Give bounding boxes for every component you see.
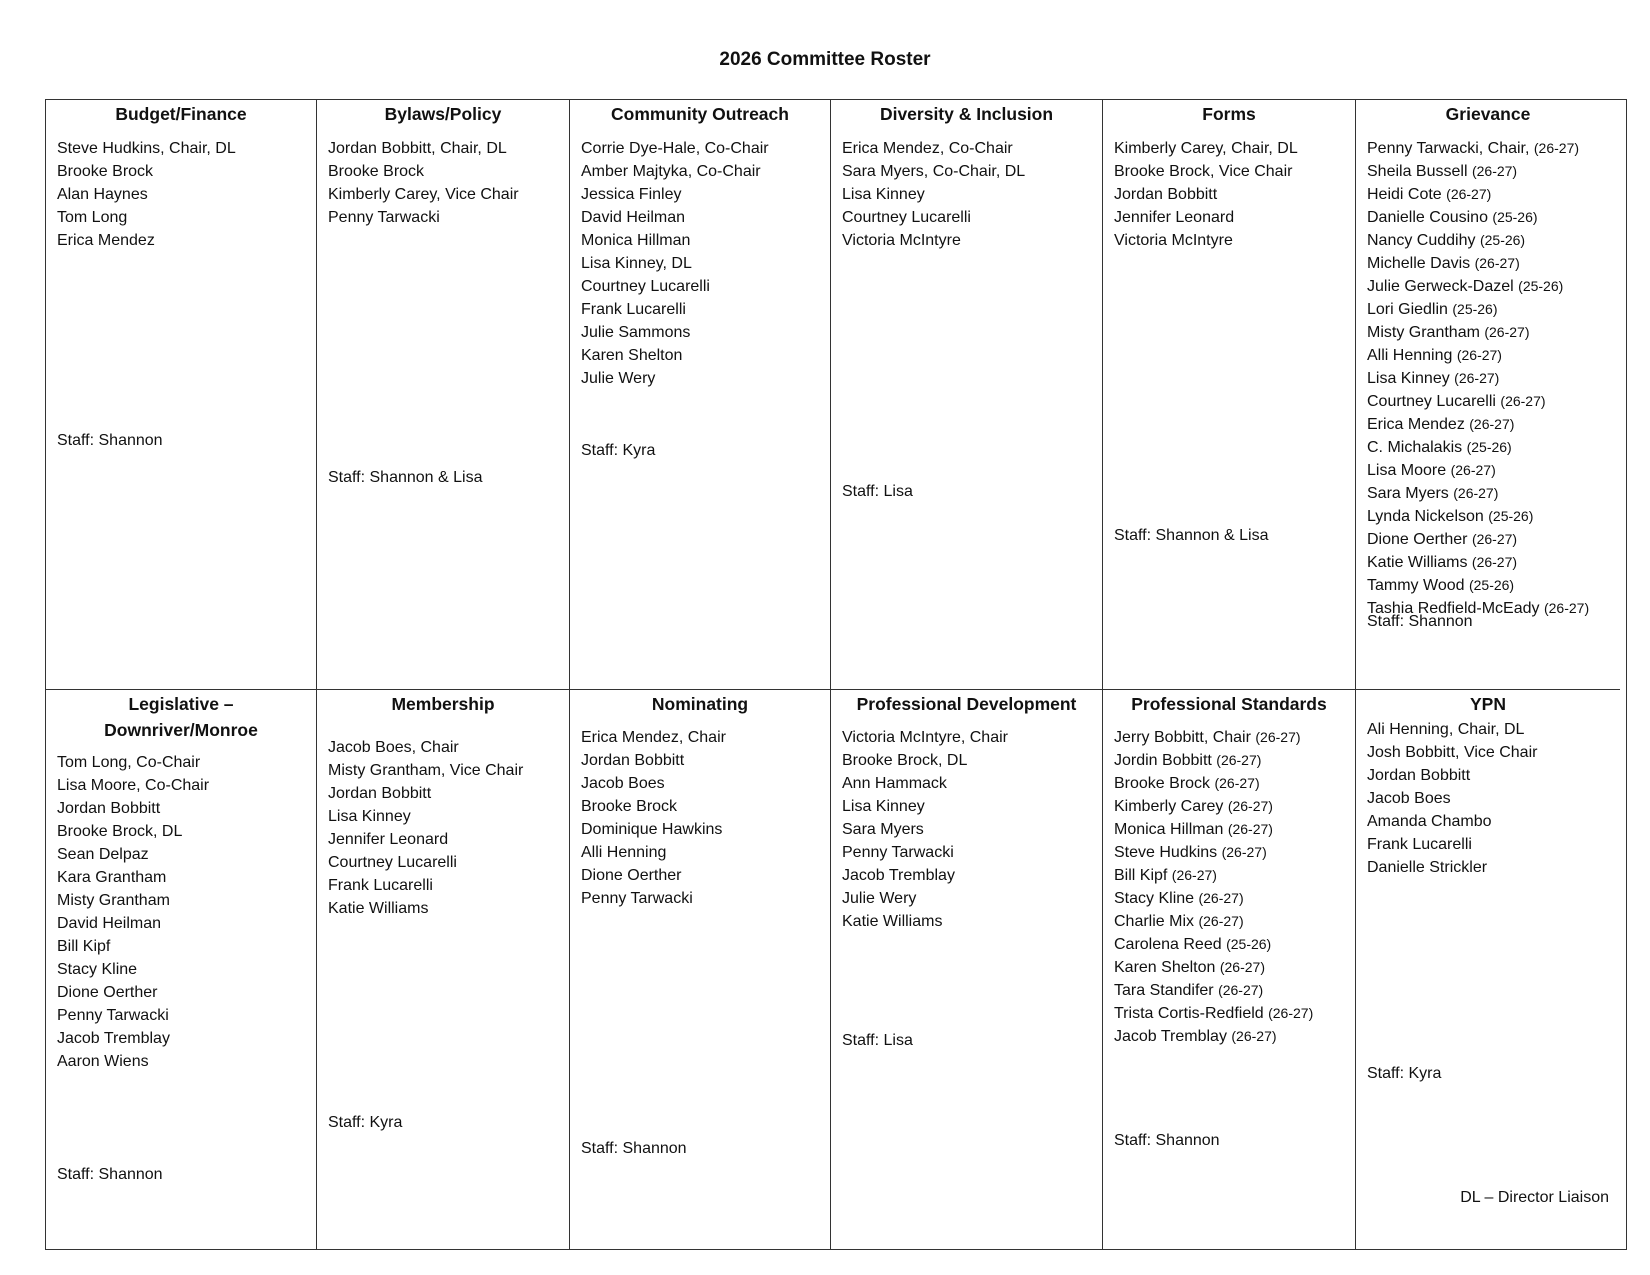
committee-cell [570,100,831,690]
member-term: (26-27) [1216,752,1262,768]
member-term: (26-27) [1484,324,1530,340]
member-name: Erica Mendez, Chair [581,729,726,746]
member-name: Courtney Lucarelli [328,854,457,871]
committee-name: Nominating [651,694,749,714]
member-name: Erica Mendez [57,232,155,249]
member-name [1114,795,1351,818]
member-name-text: Trista Cortis-Redfield [1114,1005,1269,1022]
staff-contact: Staff: Kyra [328,1114,403,1131]
member-name: Jennifer Leonard [1114,209,1235,226]
member-name-text: Brooke Brock [1114,775,1215,792]
page-title: 2026 Committee Roster [719,49,931,70]
member-name-text: Tara Standifer [1114,982,1219,999]
member-name-text: Carolena Reed [1114,936,1227,953]
member-name: Erica Mendez, Co-Chair [842,140,1013,157]
member-name: Sara Myers, Co-Chair, DL [842,163,1026,180]
member-name-text: Kimberly Carey [1114,798,1228,815]
member-list [842,726,1098,933]
member-name-text: Charlie Mix [1114,913,1199,930]
member-name-text: Courtney Lucarelli [1367,393,1501,410]
member-name-text: Monica Hillman [1114,821,1228,838]
member-name: Julie Wery [842,890,917,907]
member-name: Dione Oerther [581,867,682,884]
member-term: (26-27) [1198,913,1244,929]
member-name-text: Lisa Moore [1367,462,1451,479]
member-list [581,726,826,910]
member-name: Bill Kipf [57,938,111,955]
member-name [1114,887,1351,910]
member-name [1114,1025,1351,1048]
member-name-text: Nancy Cuddihy [1367,232,1480,249]
member-name [1114,910,1351,933]
committee-name: Budget/Finance [115,104,247,124]
member-term: (25-26) [1479,232,1526,248]
member-term: (26-27) [1218,982,1264,998]
staff-contact: Staff: Kyra [581,442,656,459]
staff-contact: Staff: Shannon & Lisa [1114,527,1269,544]
member-name: Kimberly Carey, Vice Chair [328,186,519,203]
member-name [1367,367,1616,390]
member-name: Jessica Finley [581,186,682,203]
member-term: (25-26) [1468,577,1515,593]
member-name: Kimberly Carey, Chair, DL [1114,140,1298,157]
committee-name: Community Outreach [611,104,789,124]
member-name: Penny Tarwacki [57,1007,169,1024]
member-name [1367,482,1616,505]
member-name-text: Penny Tarwacki, Chair, [1367,140,1534,157]
member-name: Victoria McIntyre [842,232,961,249]
member-name [1367,505,1616,528]
member-name: Lisa Moore, Co-Chair [57,777,210,794]
member-name [1367,183,1616,206]
member-name: Frank Lucarelli [581,301,686,318]
member-name: Jordan Bobbitt [1367,767,1471,784]
committee-roster-table [45,99,1627,1250]
member-name: Dione Oerther [57,984,158,1001]
member-name: Julie Sammons [581,324,691,341]
member-name-text: Jerry Bobbitt, Chair [1114,729,1256,746]
committee-name: Grievance [1445,104,1531,124]
member-name-text: C. Michalakis [1367,439,1467,456]
member-name: Jordan Bobbitt [581,752,685,769]
member-name [1114,726,1351,749]
member-name [1114,841,1351,864]
member-name [1114,749,1351,772]
staff-contact: Staff: Shannon [57,1166,163,1183]
member-name: Jordan Bobbitt [57,800,161,817]
member-term: (26-27) [1471,554,1518,570]
member-name [1114,956,1351,979]
member-name [1367,413,1616,436]
member-name [1367,252,1616,275]
member-name: Brooke Brock, DL [57,823,183,840]
member-name [1367,321,1616,344]
member-term: (26-27) [1255,729,1301,745]
member-name: Misty Grantham, Vice Chair [328,762,524,779]
member-name: Jacob Tremblay [842,867,955,884]
member-term: (26-27) [1471,531,1518,547]
member-name: Corrie Dye-Hale, Co-Chair [581,140,769,157]
staff-contact: Staff: Shannon [57,432,163,449]
member-list [57,137,312,252]
member-name: Brooke Brock, DL [842,752,968,769]
member-name: Lisa Kinney, DL [581,255,692,272]
member-name: Jacob Boes [581,775,665,792]
member-name-text: Danielle Cousino [1367,209,1493,226]
member-name-text: Stacy Kline [1114,890,1199,907]
member-list [57,751,312,1073]
member-name-text: Lori Giedlin [1367,301,1453,318]
committee-name-line: Downriver/Monroe [104,720,258,740]
member-name-text: Lynda Nickelson [1367,508,1489,525]
member-term: (25-26) [1492,209,1538,225]
member-name: Brooke Brock, Vice Chair [1114,163,1293,180]
member-name [1367,137,1616,160]
member-name [1367,344,1616,367]
committee-cell [1103,690,1356,1249]
committee-name: YPN [1470,694,1506,714]
member-term: (26-27) [1454,370,1500,386]
committee-name: Professional Development [856,694,1077,714]
member-term: (25-26) [1488,508,1534,524]
member-term: (26-27) [1474,255,1520,271]
committee-name: Forms [1202,104,1256,124]
member-term: (26-27) [1198,890,1244,906]
member-name: Katie Williams [328,900,429,917]
committee-name-line: Legislative – [128,694,234,714]
member-term: (26-27) [1469,416,1515,432]
member-name: Sean Delpaz [57,846,149,863]
member-name: Courtney Lucarelli [581,278,710,295]
member-name [1367,275,1616,298]
committee-cell [317,690,570,1249]
member-name-text: Misty Grantham [1367,324,1485,341]
member-term: (25-26) [1452,301,1498,317]
member-name-text: Lisa Kinney [1367,370,1455,387]
member-name: Tom Long [57,209,128,226]
member-list [1114,137,1351,252]
member-name [1367,390,1616,413]
member-name-text: Erica Mendez [1367,416,1470,433]
member-name [1114,772,1351,795]
staff-contact: Staff: Lisa [842,1032,913,1049]
member-name [1114,818,1351,841]
member-term: (26-27) [1453,485,1499,501]
member-name: Lisa Kinney [842,186,925,203]
member-name-text: Sara Myers [1367,485,1454,502]
member-name: Steve Hudkins, Chair, DL [57,140,236,157]
member-name: Julie Wery [581,370,656,387]
committee-cell [570,690,831,1249]
member-name: Jacob Boes [1367,790,1451,807]
member-term: (26-27) [1219,959,1265,975]
member-name-text: Katie Williams [1367,554,1472,571]
member-name-text: Steve Hudkins [1114,844,1222,861]
member-name: Misty Grantham [57,892,170,909]
member-name [1114,979,1351,1002]
member-name: Lisa Kinney [842,798,925,815]
member-name [1114,933,1351,956]
member-list [581,137,826,390]
committee-cell [831,690,1103,1249]
member-list [328,137,565,229]
legend-note: DL – Director Liaison [1460,1189,1609,1206]
member-term: (26-27) [1221,844,1267,860]
committee-cell [1103,100,1356,690]
committee-cell [831,100,1103,690]
member-list [1114,726,1351,1048]
member-name: Stacy Kline [57,961,138,978]
member-list [1367,718,1616,879]
staff-contact: Staff: Shannon [1367,613,1473,630]
member-name-text: Julie Gerweck-Dazel [1367,278,1519,295]
member-name: Penny Tarwacki [842,844,954,861]
member-name: Brooke Brock [581,798,678,815]
member-term: (25-26) [1518,278,1564,294]
member-term: (26-27) [1214,775,1260,791]
staff-contact: Staff: Shannon & Lisa [328,469,483,486]
member-term: (25-26) [1226,936,1272,952]
member-name-text: Michelle Davis [1367,255,1475,272]
member-name-text: Jordin Bobbitt [1114,752,1217,769]
member-term: (26-27) [1450,462,1496,478]
member-name: Josh Bobbitt, Vice Chair [1367,744,1538,761]
committee-cell [1356,690,1620,1249]
member-name: Jordan Bobbitt [1114,186,1218,203]
committee-name: Bylaws/Policy [384,104,502,124]
member-name: Jacob Tremblay [57,1030,170,1047]
member-name: Frank Lucarelli [328,877,433,894]
member-name [1114,864,1351,887]
member-name: Amber Majtyka, Co-Chair [581,163,761,180]
member-name: Penny Tarwacki [328,209,440,226]
member-term: (26-27) [1231,1028,1277,1044]
member-name-text: Heidi Cote [1367,186,1447,203]
committee-name: Diversity & Inclusion [879,104,1054,124]
member-name: David Heilman [57,915,162,932]
member-name [1367,229,1616,252]
committee-name [46,690,316,743]
member-name: Lisa Kinney [328,808,411,825]
member-name-text: Tammy Wood [1367,577,1469,594]
member-name [1367,206,1616,229]
member-name-text: Dione Oerther [1367,531,1472,548]
member-name: Jordan Bobbitt [328,785,432,802]
committee-cell [317,100,570,690]
member-name: Katie Williams [842,913,943,930]
member-name: Alli Henning [581,844,667,861]
member-name-text: Jacob Tremblay [1114,1028,1232,1045]
member-name [1367,551,1616,574]
staff-contact: Staff: Shannon [581,1140,687,1157]
committee-name: Professional Standards [1131,694,1327,714]
member-term: (26-27) [1268,1005,1314,1021]
member-term: (26-27) [1446,186,1492,202]
member-term: (26-27) [1543,600,1590,616]
member-term: (26-27) [1471,163,1518,179]
member-name-text: Karen Shelton [1114,959,1220,976]
member-term: (26-27) [1171,867,1217,883]
member-name-text: Alli Henning [1367,347,1457,364]
member-list [328,736,565,920]
member-name: Jacob Boes, Chair [328,739,459,756]
committee-cell [46,690,317,1249]
member-term: (26-27) [1227,798,1273,814]
member-term: (26-27) [1500,393,1546,409]
member-term: (25-26) [1466,439,1512,455]
member-name: Jordan Bobbitt, Chair, DL [328,140,507,157]
member-name: Sara Myers [842,821,924,838]
committee-cell [46,100,317,690]
committee-cell [1356,100,1620,690]
member-list [1367,137,1616,620]
member-name [1367,160,1616,183]
staff-contact: Staff: Kyra [1367,1065,1442,1082]
member-name [1367,459,1616,482]
member-term: (26-27) [1456,347,1502,363]
member-name: Courtney Lucarelli [842,209,971,226]
member-name: Karen Shelton [581,347,683,364]
member-name [1367,574,1616,597]
member-name: Ann Hammack [842,775,947,792]
member-name: Frank Lucarelli [1367,836,1472,853]
member-name: Kara Grantham [57,869,167,886]
member-name: Tom Long, Co-Chair [57,754,201,771]
member-name: David Heilman [581,209,686,226]
member-name-text: Bill Kipf [1114,867,1172,884]
member-term: (26-27) [1227,821,1273,837]
member-name [1367,436,1616,459]
member-name: Dominique Hawkins [581,821,723,838]
member-name: Victoria McIntyre, Chair [842,729,1008,746]
member-name: Alan Haynes [57,186,148,203]
member-name: Brooke Brock [328,163,425,180]
member-term: (26-27) [1533,140,1580,156]
member-name-text: Tashia Redfield-McEady [1367,600,1544,617]
member-name: Amanda Chambo [1367,813,1492,830]
staff-contact: Staff: Shannon [1114,1132,1220,1149]
member-name [1114,1002,1351,1025]
member-name: Ali Henning, Chair, DL [1367,721,1525,738]
member-name [1367,528,1616,551]
member-name: Monica Hillman [581,232,691,249]
committee-name: Membership [391,694,495,714]
member-list [842,137,1098,252]
member-name: Brooke Brock [57,163,154,180]
member-name: Danielle Strickler [1367,859,1488,876]
member-name-text: Sheila Bussell [1367,163,1472,180]
member-name [1367,298,1616,321]
member-name: Aaron Wiens [57,1053,149,1070]
staff-contact: Staff: Lisa [842,483,913,500]
member-name: Jennifer Leonard [328,831,449,848]
member-name: Victoria McIntyre [1114,232,1233,249]
member-name: Penny Tarwacki [581,890,693,907]
